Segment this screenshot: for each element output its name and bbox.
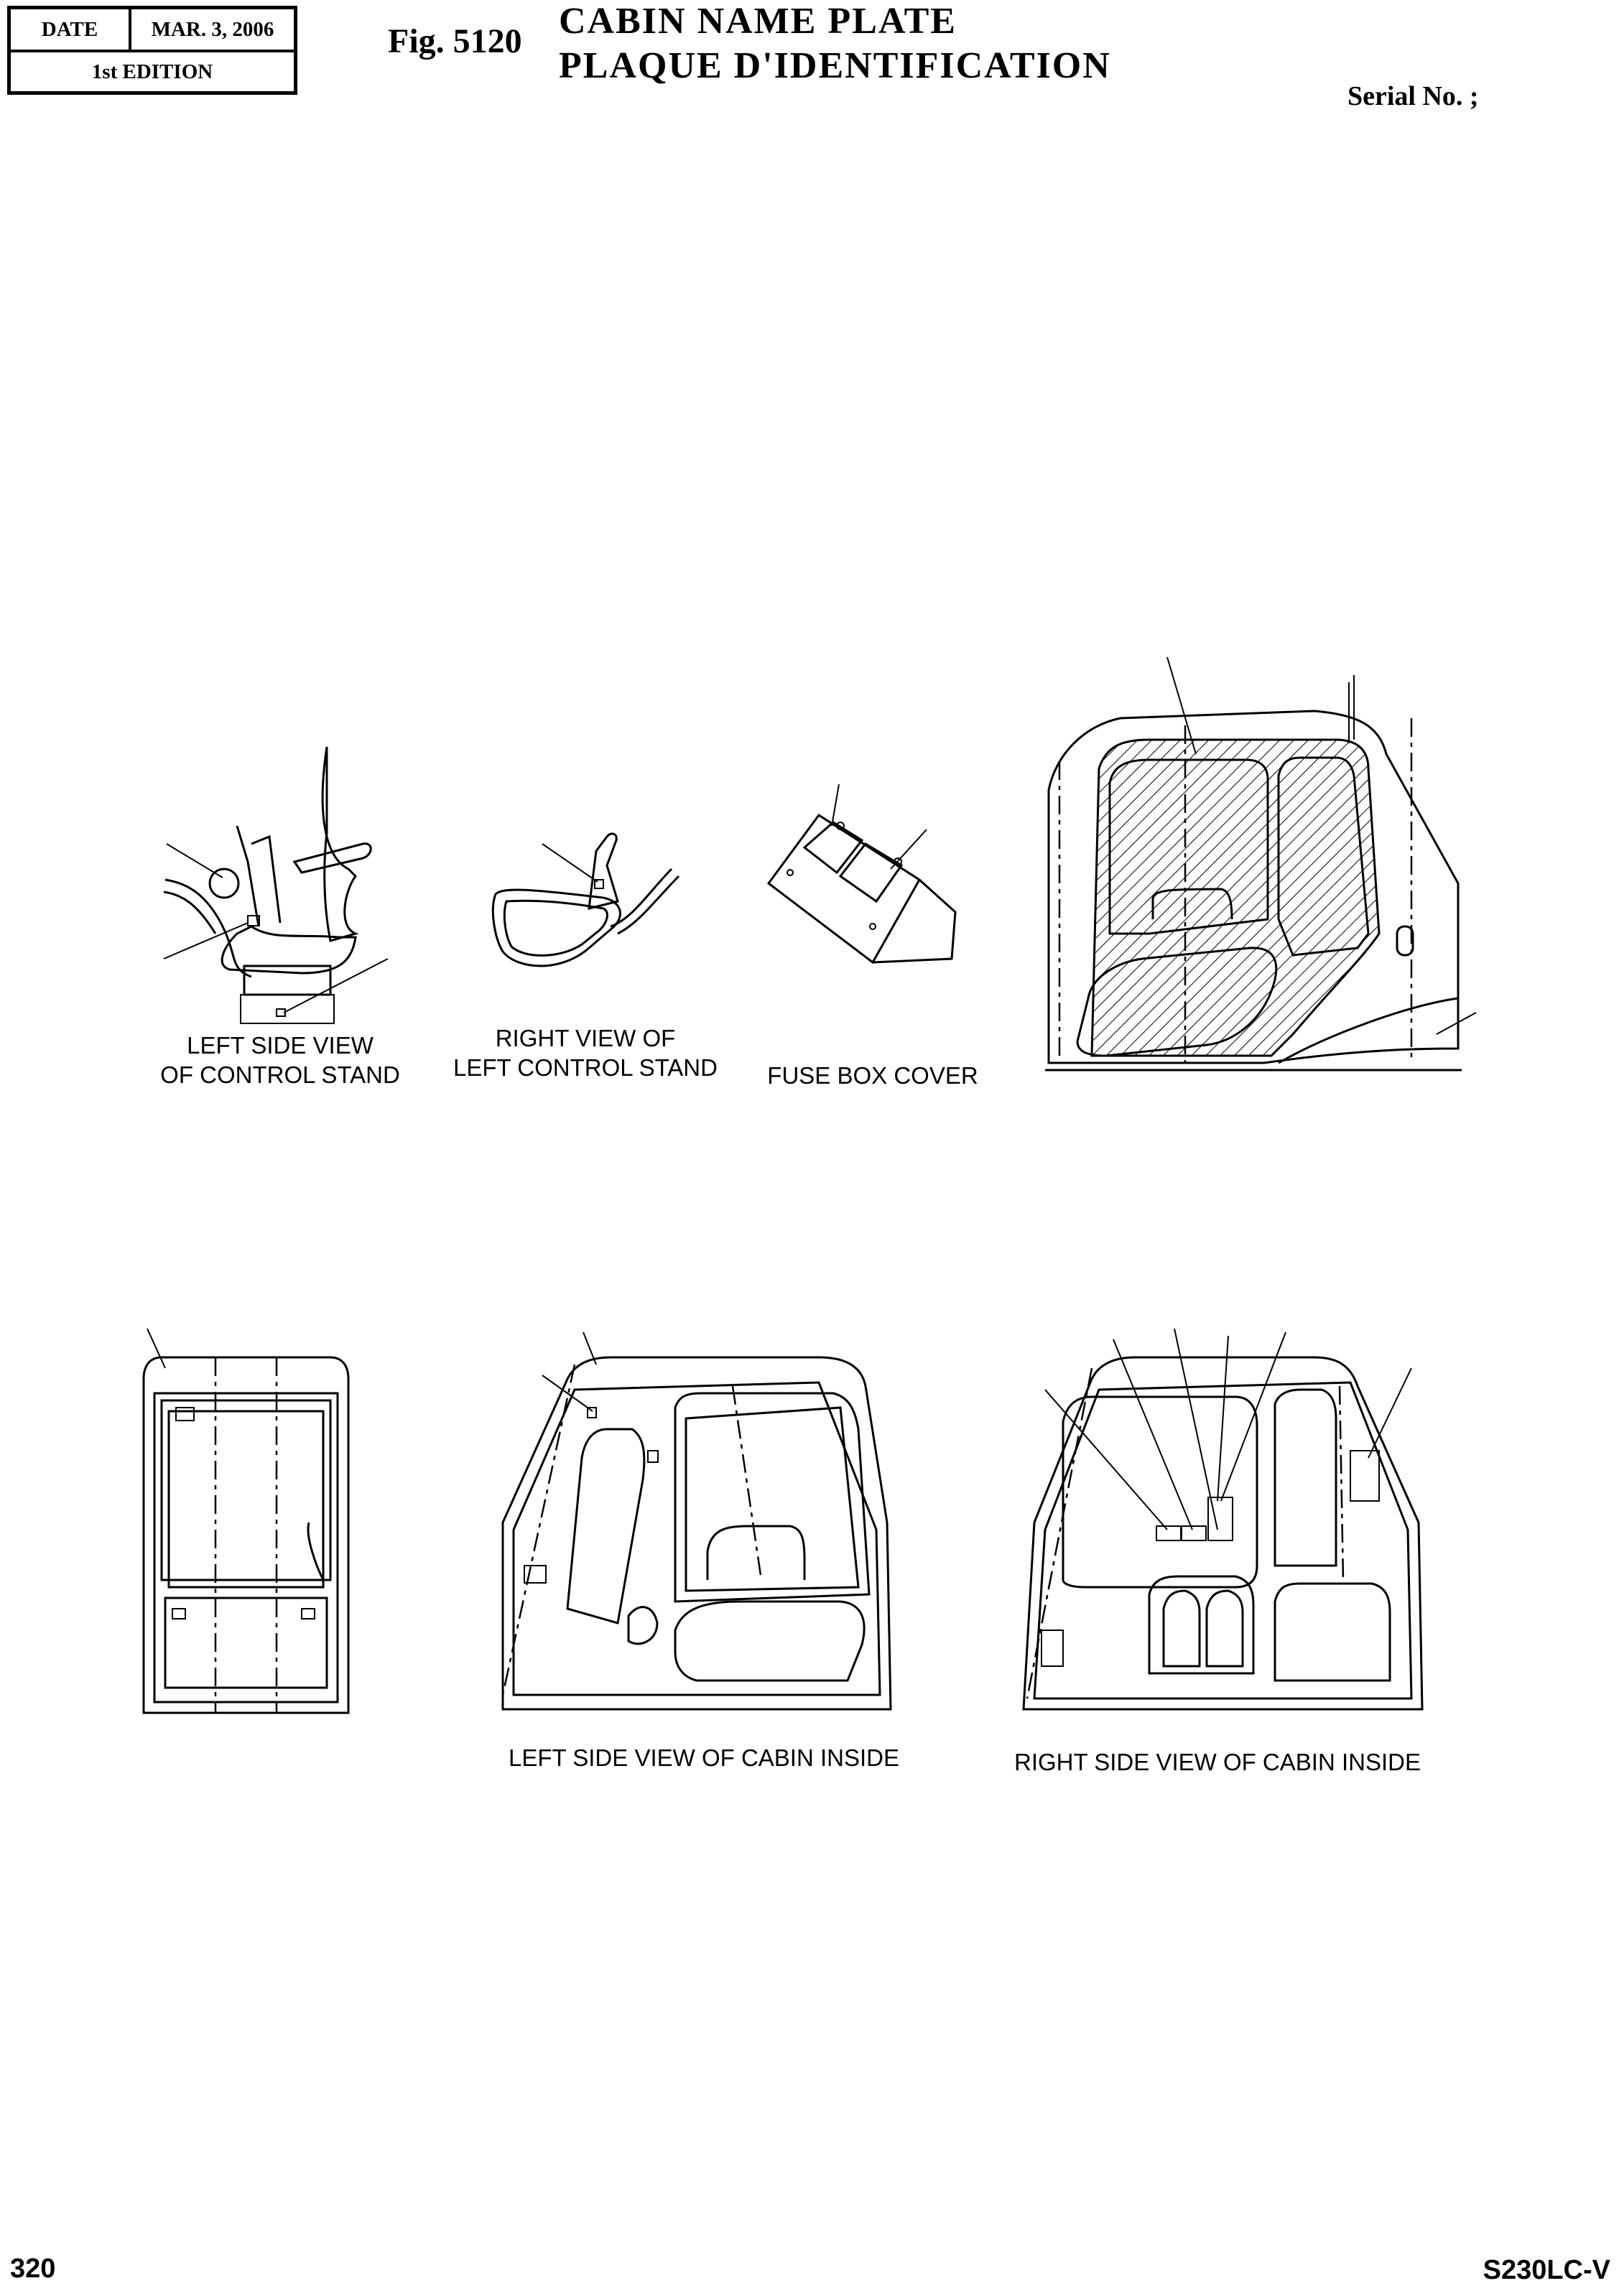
cabin-left-inside-drawing bbox=[503, 1332, 891, 1709]
figure-number: Fig. 5120 bbox=[388, 22, 522, 60]
cabin-right-inside-drawing bbox=[1024, 1329, 1422, 1709]
caption-control-stand-right bbox=[442, 1023, 729, 1082]
caption-line: OF CONTROL STAND bbox=[160, 1061, 400, 1088]
page-title-english: CABIN NAME PLATE bbox=[559, 1, 957, 42]
caption-cabin-left-inside: LEFT SIDE VIEW OF CABIN INSIDE bbox=[509, 1744, 899, 1771]
control-stand-left-view-drawing bbox=[164, 747, 388, 1023]
caption-control-stand-left bbox=[144, 1031, 417, 1089]
cabin-exterior-drawing bbox=[1045, 657, 1476, 1070]
model-name: S230LC-V bbox=[1483, 2255, 1610, 2285]
date-label: DATE bbox=[11, 9, 131, 52]
control-stand-right-view-drawing bbox=[493, 834, 679, 966]
caption-line: RIGHT VIEW OF bbox=[495, 1025, 676, 1051]
page-number: 320 bbox=[10, 2254, 56, 2284]
page-title-french: PLAQUE D'IDENTIFICATION bbox=[559, 45, 1111, 86]
fuse-box-cover-drawing bbox=[769, 784, 955, 962]
edition-label: 1st EDITION bbox=[91, 60, 213, 83]
caption-fuse-box-cover: FUSE BOX COVER bbox=[767, 1062, 978, 1089]
caption-line: LEFT SIDE VIEW bbox=[187, 1032, 374, 1059]
serial-number-label: Serial No. ; bbox=[1347, 81, 1479, 111]
date-value: MAR. 3, 2006 bbox=[131, 9, 294, 52]
caption-line: LEFT CONTROL STAND bbox=[453, 1054, 718, 1081]
cabin-front-view-drawing bbox=[144, 1329, 348, 1713]
caption-cabin-right-inside: RIGHT SIDE VIEW OF CABIN INSIDE bbox=[1014, 1749, 1421, 1775]
